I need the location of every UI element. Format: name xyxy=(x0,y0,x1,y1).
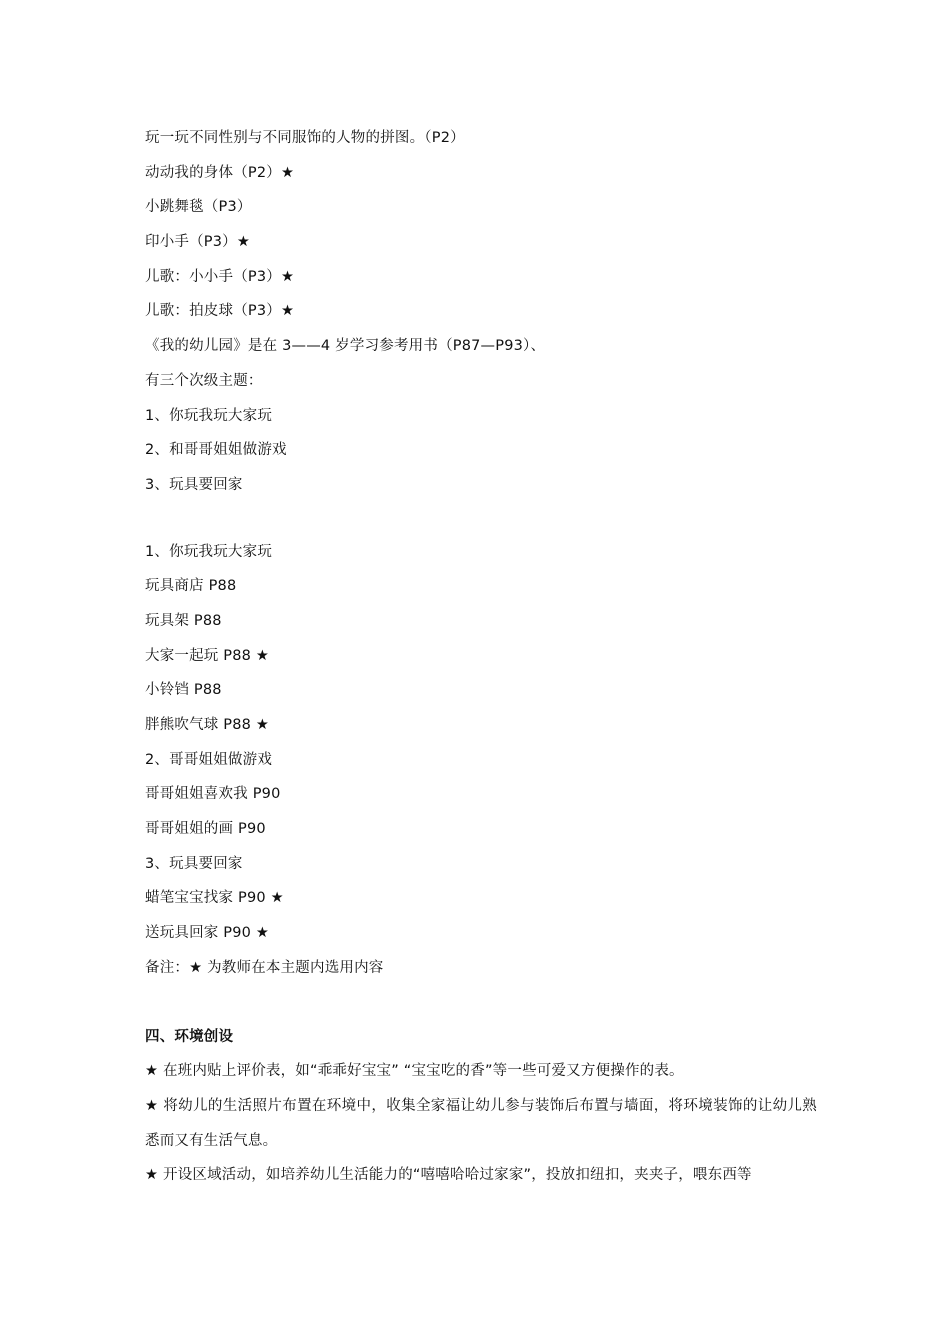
blank-line xyxy=(145,986,817,1020)
text-line: 儿歌：拍皮球（P3）★ xyxy=(145,303,295,320)
activity-item: 蜡笔宝宝找家 P90 ★ xyxy=(145,890,284,907)
text-line: 动动我的身体（P2）★ xyxy=(145,164,295,181)
subtheme-heading: 1、你玩我玩大家玩 xyxy=(145,543,273,560)
activity-item: 玩具架 P88 xyxy=(145,612,222,629)
note-line: 备注：★ 为教师在本主题内选用内容 xyxy=(145,959,384,976)
activity-item: 小铃铛 P88 xyxy=(145,682,222,699)
activity-item: 胖熊吹气球 P88 ★ xyxy=(145,717,270,733)
environment-item: ★ 开设区域活动，如培养幼儿生活能力的“嘻嘻哈哈过家家”，投放扣纽扣，夹夹子，喂东西等 xyxy=(145,1167,752,1184)
environment-item: ★ 将幼儿的生活照片布置在环境中，收集全家福让幼儿参与装饰后布置与墙面，将环境装饰的让幼儿熟悉而又有生活气息。 xyxy=(145,1097,817,1149)
blank-line xyxy=(145,503,817,535)
section-heading: 四、环境创设 xyxy=(145,1028,234,1045)
subtheme-item: 2、和哥哥姐姐做游戏 xyxy=(145,442,287,459)
activity-item: 哥哥姐姐的画 P90 xyxy=(145,821,266,838)
text-line: 《我的幼儿园》是在 3——4 岁学习参考用书（P87—P93）、 xyxy=(145,338,546,355)
activity-item: 大家一起玩 P88 ★ xyxy=(145,647,270,664)
document-content xyxy=(145,121,817,1193)
text-line: 有三个次级主题： xyxy=(145,372,263,389)
activity-item: 玩具商店 P88 xyxy=(145,578,237,595)
subtheme-item: 1、你玩我玩大家玩 xyxy=(145,407,273,424)
subtheme-item: 3、玩具要回家 xyxy=(145,476,243,493)
subtheme-heading: 3、玩具要回家 xyxy=(145,855,243,872)
text-line: 儿歌：小小手（P3）★ xyxy=(145,268,295,285)
activity-item: 送玩具回家 P90 ★ xyxy=(145,925,270,942)
environment-item: ★ 在班内贴上评价表，如“乖乖好宝宝” “宝宝吃的香”等一些可爱又方便操作的表。 xyxy=(145,1063,684,1080)
text-line: 小跳舞毯（P3） xyxy=(145,199,252,216)
subtheme-heading: 2、哥哥姐姐做游戏 xyxy=(145,751,273,768)
activity-item: 哥哥姐姐喜欢我 P90 xyxy=(145,786,281,803)
text-line: 玩一玩不同性别与不同服饰的人物的拼图。（P2） xyxy=(145,130,465,146)
text-line: 印小手（P3）★ xyxy=(145,234,251,251)
